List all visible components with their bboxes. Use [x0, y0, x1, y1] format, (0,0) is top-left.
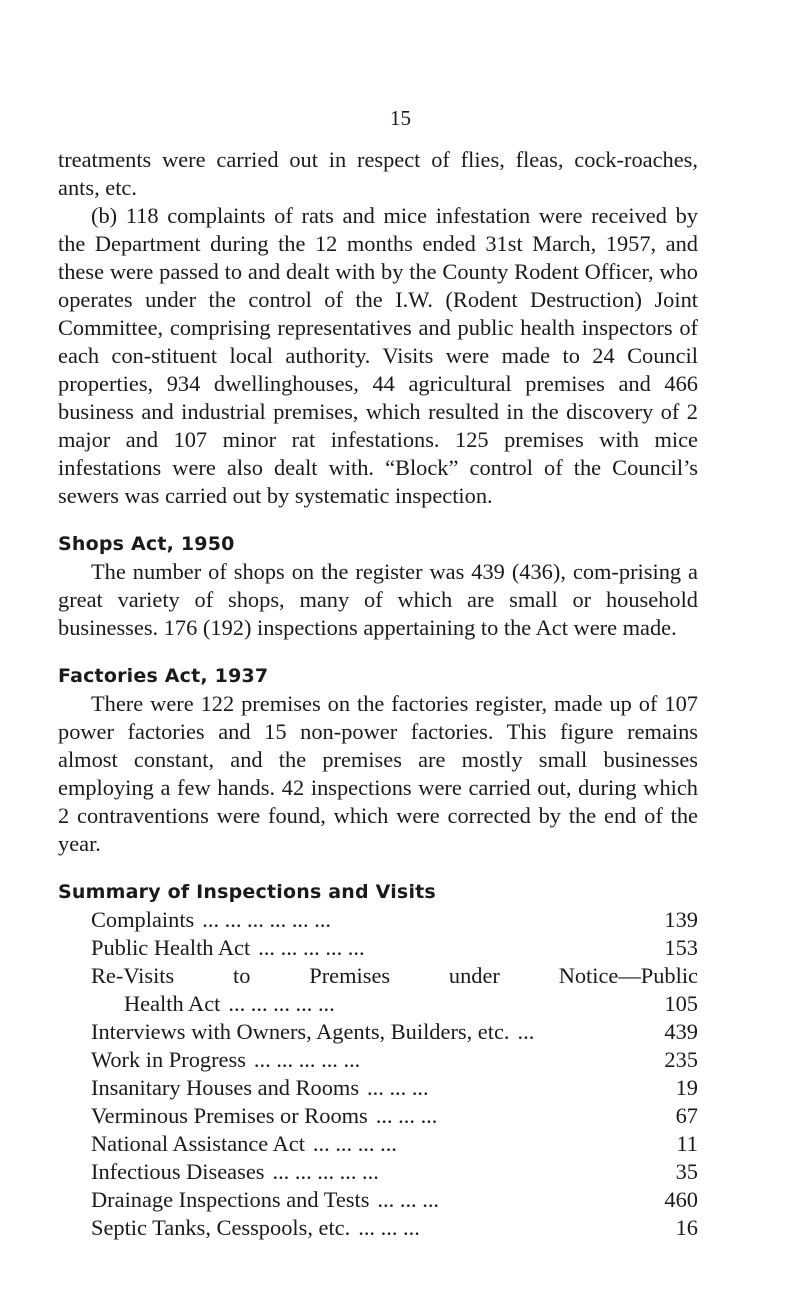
summary-row-label: Re-Visits to Premises under Notice—Public: [91, 963, 698, 988]
factories-act-paragraph: There were 122 premises on the factories register, made up of 107 power factories and 15 non-power factories. This figure remains almost constant, and the premises are mostly small businesses employing a few hands. 42 inspections were carried out, during which 2 contraventions were found, which were corrected by the end of the year.: [58, 691, 698, 856]
summary-row-label: Insanitary Houses and Rooms: [91, 1075, 360, 1100]
leader-dots: ...: [517, 1019, 535, 1044]
summary-row-national-assistance-act: [91, 1130, 698, 1158]
summary-row-work-in-progress: [91, 1046, 698, 1074]
page-content: [58, 146, 698, 1242]
shops-act-heading: Shops Act, 1950: [58, 533, 235, 555]
leader-dots: ... ... ... ...: [312, 1131, 397, 1156]
summary-heading: Summary of Inspections and Visits: [58, 881, 436, 903]
summary-row-value: 153: [664, 935, 698, 960]
summary-row-label: Infectious Diseases: [91, 1159, 265, 1184]
factories-act-heading: Factories Act, 1937: [58, 665, 269, 687]
summary-row-revisits: [91, 962, 698, 990]
leader-dots: ... ... ... ... ...: [253, 1047, 361, 1072]
leader-dots: ... ... ... ... ... ...: [202, 907, 332, 932]
intro-paragraph: treatments were carried out in respect of flies, fleas, cock-roaches, ants, etc.: [58, 147, 698, 200]
summary-row-label: Septic Tanks, Cesspools, etc.: [91, 1215, 351, 1240]
summary-row-complaints: [91, 906, 698, 934]
summary-row-public-health-act: [91, 934, 698, 962]
summary-row-septic-tanks: [91, 1214, 698, 1242]
leader-dots: ... ... ... ... ...: [228, 991, 335, 1016]
leader-dots: ... ... ...: [367, 1075, 429, 1100]
summary-row-interviews: [91, 1018, 698, 1046]
rodent-paragraph: (b) 118 complaints of rats and mice infestation were received by the Department during the 12 months ended 31st March, 1957, and these were passed to and dealt with by the County Rodent Officer, who operates under the control of the I.W. (Rodent Destruction) Joint Committee, comprising representatives and public health inspectors of each con-stituent local authority. Visits were made to 24 Council properties, 934 dwellinghouses, 44 agricultural premises and 466 business and industrial premises, which resulted in the discovery of 2 major and 107 minor rat infestations. 125 premises with mice infestations were also dealt with. “Block” control of the Council’s sewers was carried out by systematic inspection.: [58, 203, 698, 508]
summary-row-value: 439: [664, 1019, 698, 1044]
summary-row-label: Drainage Inspections and Tests: [91, 1187, 370, 1212]
shops-act-paragraph: The number of shops on the register was 439 (436), com-prising a great variety of shops, many of which are small or household businesses. 176 (192) inspections appertaining to the Act were made.: [58, 559, 698, 640]
summary-row-value: 16: [675, 1215, 698, 1240]
summary-row-label: Interviews with Owners, Agents, Builders, etc.: [91, 1019, 510, 1044]
leader-dots: ... ... ... ... ...: [272, 1159, 379, 1184]
summary-row-value: 35: [675, 1159, 698, 1184]
summary-row-label: Complaints: [91, 907, 195, 932]
summary-row-value: 235: [664, 1047, 698, 1072]
summary-row-value: 139: [664, 907, 698, 932]
summary-row-value: 67: [675, 1103, 698, 1128]
summary-row-value: 19: [675, 1075, 698, 1100]
page-number: 15: [390, 106, 411, 130]
summary-row-label: Public Health Act: [91, 935, 251, 960]
summary-row-infectious-diseases: [91, 1158, 698, 1186]
leader-dots: ... ... ...: [377, 1187, 440, 1212]
leader-dots: ... ... ... ... ...: [258, 935, 365, 960]
summary-row-value: 460: [664, 1187, 698, 1212]
leader-dots: ... ... ...: [375, 1103, 438, 1128]
summary-row-label: Work in Progress: [91, 1047, 246, 1072]
summary-row-label: National Assistance Act: [91, 1131, 305, 1156]
summary-list: [91, 906, 698, 1242]
summary-row-label: Health Act: [124, 991, 221, 1016]
summary-row-value: 105: [664, 991, 698, 1016]
summary-row-insanitary-houses: [91, 1074, 698, 1102]
summary-row-drainage-inspections: [91, 1186, 698, 1214]
leader-dots: ... ... ...: [358, 1215, 420, 1240]
summary-row-revisits-continued: [91, 990, 698, 1018]
summary-row-verminous-premises: [91, 1102, 698, 1130]
summary-row-value: 11: [676, 1131, 698, 1156]
summary-row-label: Verminous Premises or Rooms: [91, 1103, 368, 1128]
